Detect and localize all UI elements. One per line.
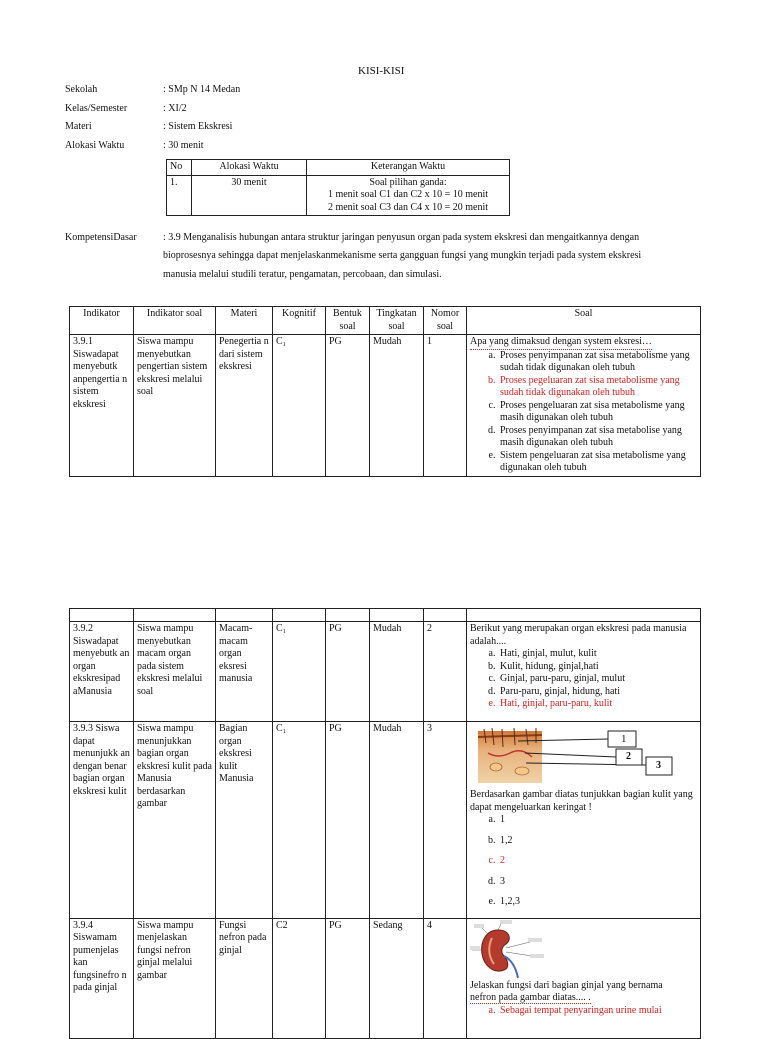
label-3: 3 <box>656 760 661 771</box>
option-c: c. Ginjal, paru-paru, ginjal, mulut <box>498 673 697 686</box>
option-d: d. Paru-paru, ginjal, hidung, hati <box>498 686 697 699</box>
question-4: Jelaskan fungsi dari bagian ginjal yang bernama nefron pada gambar diatas.... . a. Sebagai tempat penyaringan urine mulai <box>467 918 701 1038</box>
main-table <box>69 306 701 477</box>
option-b: b. 1,2 <box>498 835 697 848</box>
option-d: d. 3 <box>498 876 697 889</box>
option-a: a. 1 <box>498 814 697 827</box>
option-e: e. Sistem pengeluaran zat sisa metabolisme yang digunakan oleh tubuh <box>498 450 697 475</box>
option-c-answer: c. 2 <box>498 855 697 868</box>
document-title: KISI-KISI <box>358 65 405 77</box>
option-e: e. 1,2,3 <box>498 896 697 909</box>
option-b-answer: b. Proses pegeluaran zat sisa metabolisme yang sudah tidak digunakan oleh tubuh <box>498 375 697 400</box>
option-a: a. Hati, ginjal, mulut, kulit <box>498 648 697 661</box>
option-a-answer: a. Sebagai tempat penyaringan urine mulai <box>498 1005 697 1018</box>
empty-header-row <box>70 609 701 622</box>
option-c: c. Proses pengeluaran zat sisa metabolisme yang masih digunakan oleh tubuh <box>498 400 697 425</box>
option-e-answer: e. Hati, ginjal, paru-paru, kulit <box>498 698 697 711</box>
kidney-image <box>468 920 548 980</box>
main-table-header: Indikator Indikator soal Materi Kognitif Bentuk soal Tingkatan soal Nomor soal Soal <box>70 307 701 335</box>
kd-line-3: manusia melalui studili teratur, pengamatan, percobaan, dan simulasi. <box>163 269 442 280</box>
options-list <box>470 648 697 711</box>
skin-diagram <box>470 723 697 789</box>
option-d: d. Proses penyimpanan zat sisa metabolise yang masih digunakan oleh tubuh <box>498 425 697 450</box>
second-table <box>69 608 701 1039</box>
skin-block <box>478 731 542 783</box>
skin-image <box>470 723 702 789</box>
option-a: a. Proses penyimpanan zat sisa metabolisme yang sudah tidak digunakan oleh tubuh <box>498 350 697 375</box>
kd-label: KompetensiDasar <box>65 232 137 243</box>
kd-line-1: : 3.9 Menganalisis hubungan antara struktur jaringan penyusun organ pada system ekskresi dan mengaitkannya dengan <box>163 232 640 243</box>
label-2: 2 <box>626 751 631 762</box>
question-3: 1 2 3 Berdasarkan gambar diatas tunjukkan bagian kulit yang dapat mengeluarkan keringat ! a. 1 b. 1,2 c. 2 d. 3 e. 1,2,3 <box>467 722 701 919</box>
options-list <box>470 814 697 909</box>
table-row: 3.9.4 Siswamam pumenjelas kan fungsinefro n pada ginjal Siswa mampu menjelaskan fungsi nefron ginjal melalui gambar Fungsi nefron pada ginjal C2 PG Sedang 4 Jelaskan fungsi dari bagian ginjal yang bernama nefron pada gambar diatas.... . a. Sebagai tempat penyaringan urine mulai <box>70 918 701 1038</box>
question-1: Apa yang dimaksud dengan system eksresi… a. Proses penyimpanan zat sisa metabolisme yang sudah tidak digunakan oleh tubuh b. Proses pegeluaran zat sisa metabolisme yang sudah tidak digunakan oleh tubuh c. Proses pengeluaran zat sisa metabolisme yang masih digunakan oleh tubuh d. Proses penyimpanan zat sisa metabolise yang masih digunakan oleh tubuh e. Sistem pengeluaran zat sisa metabolisme yang digunakan oleh tubuh <box>467 335 701 477</box>
table-row: 3.9.3 Siswa dapat menunjukk an dengan benar bagian organ ekskresi kulit Siswa mampu menunjukkan bagian organ ekskresi kulit pada Manusia berdasarkan gambar Bagian organ ekskresi kulit Manusia C₁ PG Mudah 3 1 2 3 Berdasarkan gambar diatas tunjukkan bagian kulit yang dapat mengeluarkan keringat ! a. 1 b. 1,2 c. 2 d. 3 e. 1,2,3 <box>70 722 701 919</box>
table-row: 3.9.1 Siswadapat menyebutk anpengertia n sistem ekskresi Siswa mampu menyebutkan pengertian sistem ekskresi melalui soal Penegertia n dari sistem ekskresi C₁ PG Mudah 1 Apa yang dimaksud dengan system eksresi… a. Proses penyimpanan zat sisa metabolisme yang sudah tidak digunakan oleh tubuh b. Proses pegeluaran zat sisa metabolisme yang sudah tidak digunakan oleh tubuh c. Proses pengeluaran zat sisa metabolisme yang masih digunakan oleh tubuh d. Proses penyimpanan zat sisa metabolise yang masih digunakan oleh tubuh e. Sistem pengeluaran zat sisa metabolisme yang digunakan oleh tubuh <box>70 335 701 477</box>
time-table: No Alokasi Waktu Keterangan Waktu 1. 30 menit Soal pilihan ganda: 1 menit soal C1 dan C2 x 10 = 10 menit 2 menit soal C3 dan C4 x 10 = 20 menit <box>166 159 510 216</box>
options-list <box>470 1005 697 1018</box>
kd-line-2: bioprosesnya sehingga dapat menjelaskanmekanisme serta gangguan fungsi yang mungkin terjadi pada system ekskresi <box>163 250 642 261</box>
table-row: 3.9.2 Siswadapat menyebutk an organ ekskresipad aManusia Siswa mampu menyebutkan macam organ pada sistem ekskresi melalui soal Macam-macam organ eksresi manusia C₁ PG Mudah 2 Berikut yang merupakan organ ekskresi pada manusia adalah.... a. Hati, ginjal, mulut, kulit b. Kulit, hidung, ginjal,hati c. Ginjal, paru-paru, ginjal, mulut d. Paru-paru, ginjal, hidung, hati e. Hati, ginjal, paru-paru, kulit <box>70 622 701 722</box>
option-b: b. Kulit, hidung, ginjal,hati <box>498 661 697 674</box>
label-1: 1 <box>621 733 627 745</box>
time-notes: Soal pilihan ganda: 1 menit soal C1 dan C2 x 10 = 10 menit 2 menit soal C3 dan C4 x 10 = 20 menit <box>307 175 510 216</box>
options-list <box>470 350 697 475</box>
question-2: Berikut yang merupakan organ ekskresi pada manusia adalah.... a. Hati, ginjal, mulut, kulit b. Kulit, hidung, ginjal,hati c. Ginjal, paru-paru, ginjal, mulut d. Paru-paru, ginjal, hidung, hati e. Hati, ginjal, paru-paru, kulit <box>467 622 701 722</box>
